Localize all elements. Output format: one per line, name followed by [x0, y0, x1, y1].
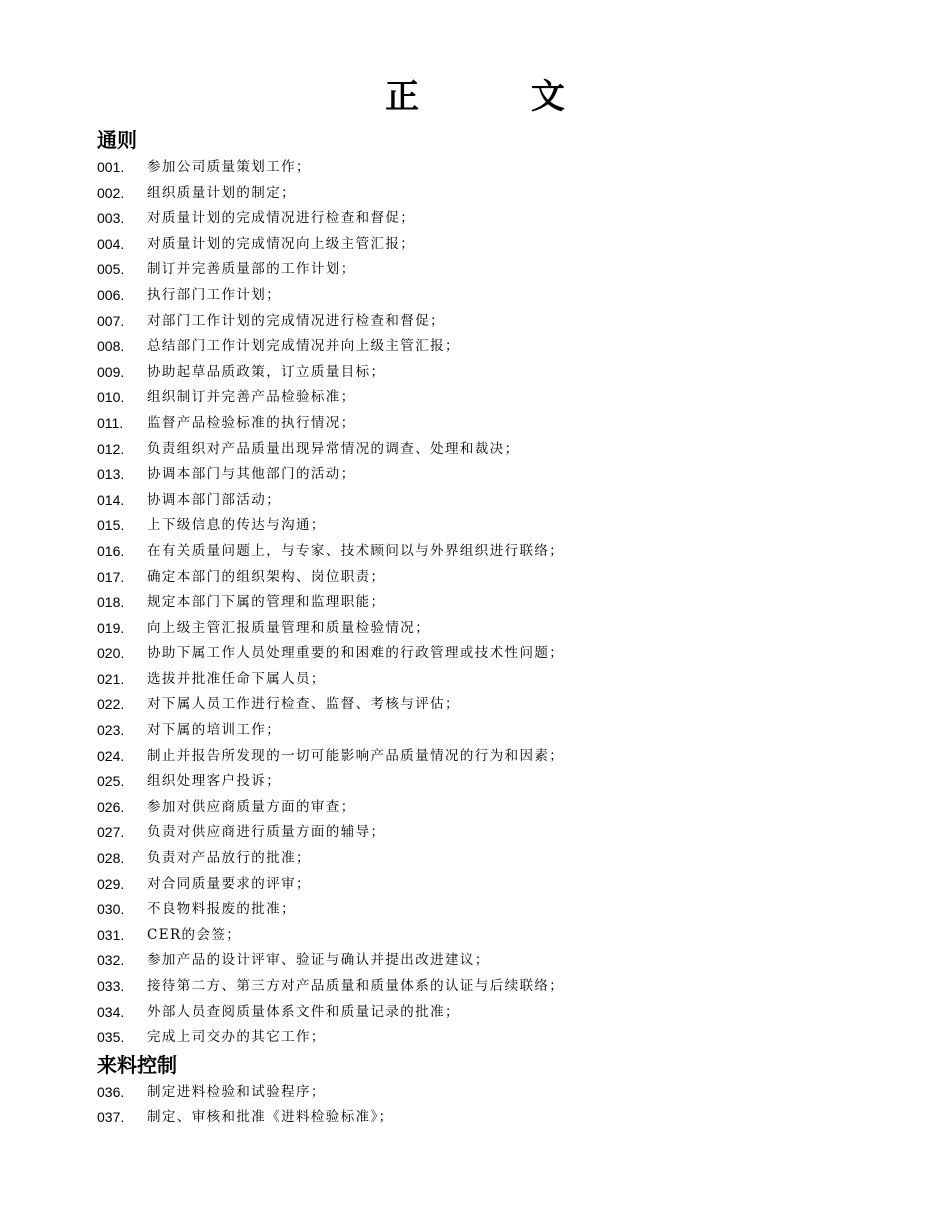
item-text: 组织制订并完善产品检验标准；: [147, 389, 356, 406]
item-text: 对合同质量要求的评审；: [147, 875, 311, 892]
item-number: 037.: [97, 1109, 125, 1126]
list-item: [97, 846, 917, 872]
item-text: 对部门工作计划的完成情况进行检查和督促；: [147, 312, 445, 329]
item-number: 022.: [97, 696, 125, 713]
list-item: [97, 1025, 917, 1051]
list-item: [97, 692, 917, 718]
item-number: 024.: [97, 747, 125, 764]
item-text: 确定本部门的组织架构、岗位职责；: [147, 568, 386, 585]
item-number: 006.: [97, 286, 125, 303]
item-text: 不良物料报废的批准；: [147, 901, 296, 918]
item-number: 036.: [97, 1083, 125, 1100]
item-number: 026.: [97, 798, 125, 815]
item-number: 018.: [97, 594, 125, 611]
item-number: 028.: [97, 850, 125, 867]
item-text: 参加产品的设计评审、验证与确认并提出改进建议；: [147, 952, 490, 969]
item-text: 制定进料检验和试验程序；: [147, 1083, 326, 1100]
item-text: 负责对产品放行的批准；: [147, 850, 311, 867]
list-item: [97, 334, 917, 360]
item-number: 005.: [97, 261, 125, 278]
item-text: 协助起草品质政策，订立质量目标；: [147, 363, 386, 380]
item-text: 向上级主管汇报质量管理和质量检验情况；: [147, 619, 431, 636]
item-number: 021.: [97, 670, 125, 687]
item-text: CER的会签；: [147, 926, 242, 943]
item-number: 007.: [97, 312, 125, 329]
item-text: 执行部门工作计划；: [147, 286, 282, 303]
list-item: [97, 462, 917, 488]
item-number: 015.: [97, 517, 125, 534]
item-text: 组织质量计划的制定；: [147, 184, 296, 201]
list-item: [97, 385, 917, 411]
list-item: [97, 360, 917, 386]
item-text: 协调本部门与其他部门的活动；: [147, 466, 356, 483]
item-number: 016.: [97, 542, 125, 559]
item-number: 012.: [97, 440, 125, 457]
item-text: 参加公司质量策划工作；: [147, 159, 311, 175]
item-text: 对质量计划的完成情况向上级主管汇报；: [147, 235, 416, 252]
item-number: 001.: [97, 159, 125, 175]
item-number: 027.: [97, 824, 125, 841]
item-text: 协助下属工作人员处理重要的和困难的行政管理或技术性问题；: [147, 645, 565, 662]
list-item: [97, 1080, 917, 1106]
item-text: 在有关质量问题上，与专家、技术顾问以与外界组织进行联络；: [147, 542, 565, 559]
item-text: 组织处理客户投诉；: [147, 773, 282, 790]
item-number: 019.: [97, 619, 125, 636]
list-item: [97, 667, 917, 693]
list-item: [97, 718, 917, 744]
item-number: 032.: [97, 952, 125, 969]
item-number: 010.: [97, 389, 125, 406]
item-number: 023.: [97, 722, 125, 739]
list-item: [97, 309, 917, 335]
item-number: 031.: [97, 926, 125, 943]
item-text: 制订并完善质量部的工作计划；: [147, 261, 356, 278]
list-item: [97, 1000, 917, 1026]
item-text: 对下属的培训工作；: [147, 722, 282, 739]
item-text: 负责对供应商进行质量方面的辅导；: [147, 824, 386, 841]
item-number: 035.: [97, 1029, 125, 1046]
item-number: 013.: [97, 466, 125, 483]
item-number: 009.: [97, 363, 125, 380]
document-title: 正 文: [385, 77, 615, 117]
item-text: 参加对供应商质量方面的审查；: [147, 798, 356, 815]
item-text: 选拔并批准任命下属人员；: [147, 670, 326, 687]
list-item: [97, 1105, 917, 1131]
item-number: 014.: [97, 491, 125, 508]
item-text: 规定本部门下属的管理和监理职能；: [147, 594, 386, 611]
list-item: [97, 590, 917, 616]
item-text: 外部人员查阅质量体系文件和质量记录的批准；: [147, 1003, 460, 1020]
list-item: [97, 872, 917, 898]
item-number: 004.: [97, 235, 125, 252]
list-item: [97, 155, 917, 181]
item-text: 接待第二方、第三方对产品质量和质量体系的认证与后续联络；: [147, 978, 565, 994]
list-item: [97, 257, 917, 283]
item-number: 002.: [97, 184, 125, 201]
list-item: [97, 488, 917, 514]
list-item: [97, 232, 917, 258]
item-text: 完成上司交办的其它工作；: [147, 1029, 326, 1046]
list-item: [97, 513, 917, 539]
item-number: 029.: [97, 875, 125, 892]
item-text: 负责组织对产品质量出现异常情况的调查、处理和裁决；: [147, 440, 520, 457]
item-text: 上下级信息的传达与沟通；: [147, 517, 326, 534]
list-item: [97, 897, 917, 923]
list-item: [97, 206, 917, 232]
item-number: 011.: [97, 414, 124, 431]
list-item: [97, 974, 917, 1000]
item-number: 025.: [97, 773, 125, 790]
list-item: [97, 181, 917, 207]
item-text: 监督产品检验标准的执行情况；: [147, 414, 356, 431]
item-number: 020.: [97, 645, 125, 662]
item-text: 制定、审核和批准《进料检验标准》；: [147, 1109, 394, 1126]
document-body: [97, 126, 917, 1131]
list-item: [97, 411, 917, 437]
list-item: [97, 795, 917, 821]
item-number: 034.: [97, 1003, 125, 1020]
item-number: 033.: [97, 978, 125, 994]
list-item: [97, 641, 917, 667]
section-heading: 通则: [97, 128, 137, 152]
list-item: [97, 744, 917, 770]
item-text: 总结部门工作计划完成情况并向上级主管汇报；: [147, 338, 460, 355]
list-item: [97, 820, 917, 846]
item-text: 协调本部门部活动；: [147, 491, 282, 508]
list-item: [97, 948, 917, 974]
item-number: 030.: [97, 901, 125, 918]
list-item: [97, 565, 917, 591]
list-item: [97, 437, 917, 463]
list-item: [97, 283, 917, 309]
item-number: 017.: [97, 568, 125, 585]
section-heading: 来料控制: [97, 1052, 177, 1077]
list-item: [97, 616, 917, 642]
item-number: 008.: [97, 338, 125, 355]
item-text: 对下属人员工作进行检查、监督、考核与评估；: [147, 696, 460, 713]
list-item: [97, 539, 917, 565]
item-text: 制止并报告所发现的一切可能影响产品质量情况的行为和因素；: [147, 747, 565, 764]
item-text: 对质量计划的完成情况进行检查和督促；: [147, 210, 416, 227]
item-number: 003.: [97, 210, 125, 227]
list-item: [97, 769, 917, 795]
list-item: [97, 923, 917, 949]
